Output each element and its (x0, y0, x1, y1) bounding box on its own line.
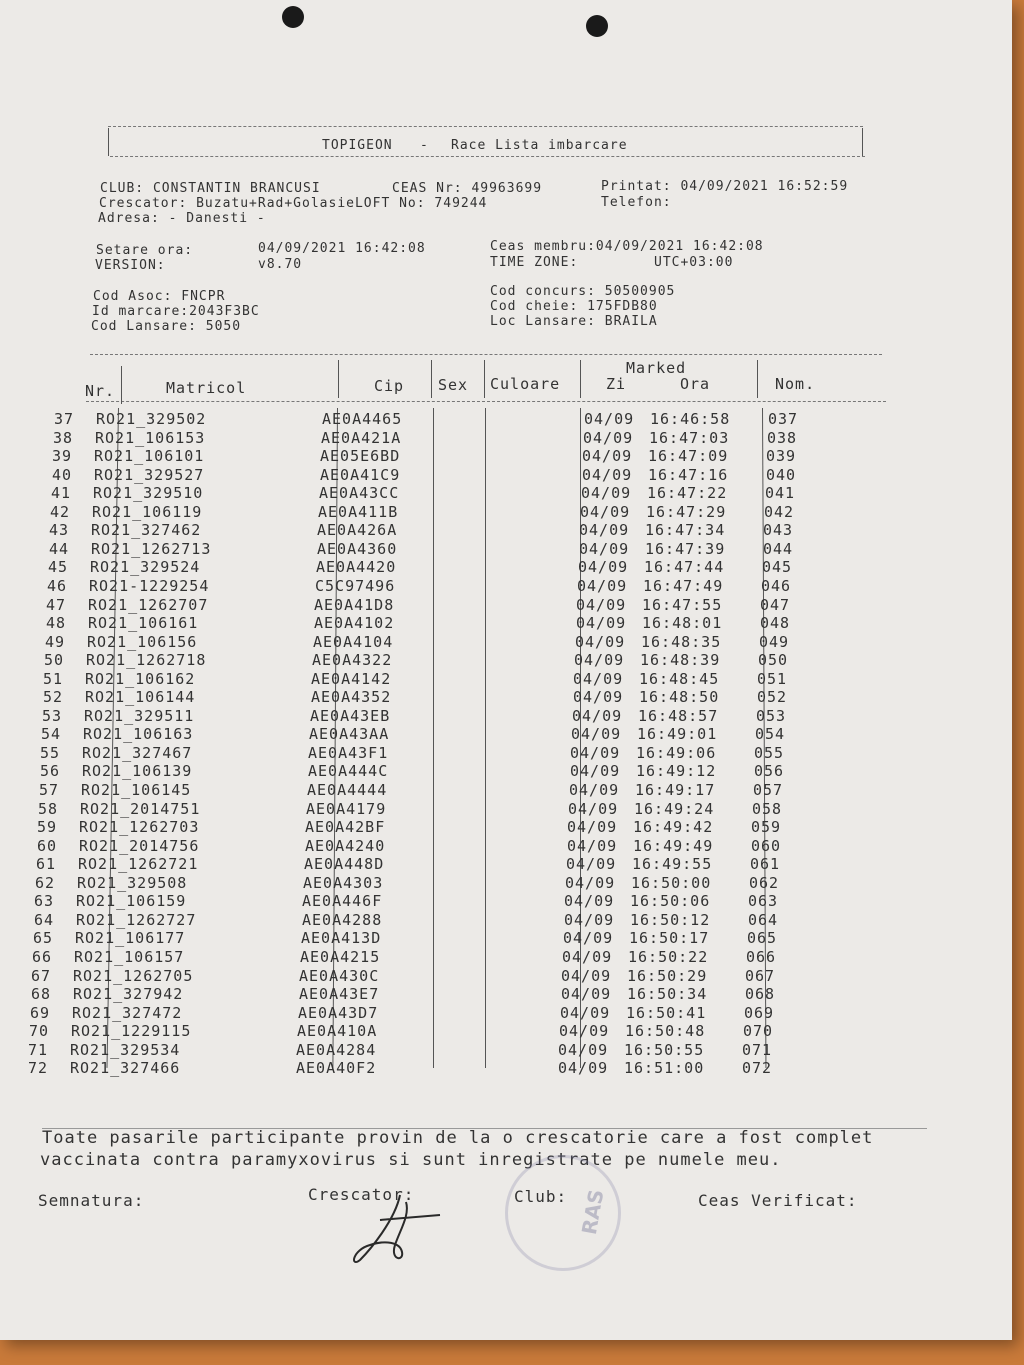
row-zi: 04/09 (573, 688, 624, 707)
row-ora: 16:47:55 (642, 595, 723, 614)
row-ora: 16:49:17 (635, 781, 716, 799)
row-zi: 04/09 (562, 947, 613, 966)
time-zone-label: TIME ZONE: (490, 255, 579, 270)
row-nr: 66 (31, 947, 52, 966)
row-ora: 16:47:34 (645, 521, 726, 540)
row-ora: 16:47:39 (645, 539, 726, 558)
row-matricol: RO21_106153 (95, 428, 206, 447)
row-nr: 38 (52, 428, 73, 447)
row-ora: 16:50:06 (630, 892, 711, 911)
row-zi: 04/09 (582, 465, 633, 484)
row-cip: AE0A446F (302, 892, 383, 911)
row-nom: 072 (742, 1059, 773, 1078)
row-zi: 04/09 (576, 614, 627, 633)
row-nom: 039 (766, 447, 797, 466)
col-culoare: Culoare (490, 375, 561, 393)
row-matricol: RO21_106161 (88, 614, 199, 633)
row-cip: AE0A4284 (296, 1040, 377, 1059)
row-zi: 04/09 (564, 910, 615, 929)
key-code: Cod cheie: 175FDB80 (490, 299, 658, 314)
row-zi: 04/09 (574, 651, 625, 670)
row-cip: AE0A4322 (312, 651, 393, 670)
row-matricol: RO21_1262705 (73, 966, 194, 985)
row-cip: AE0A43F1 (308, 743, 389, 762)
row-cip: AE0A4288 (302, 910, 383, 929)
row-nr: 63 (33, 892, 54, 911)
col-sex: Sex (438, 376, 469, 394)
row-nom: 053 (756, 706, 787, 725)
breeder: Crescator: Buzatu+Rad+GolasieLOFT No: 749244 (99, 196, 488, 211)
row-matricol: RO21_106145 (81, 781, 192, 799)
row-cip: AE0A413D (301, 929, 382, 948)
table-row (0, 614, 892, 632)
phone: Telefon: (601, 195, 672, 210)
table-row (0, 911, 880, 929)
row-nr: 40 (51, 465, 72, 484)
signature-mark (340, 1190, 450, 1270)
table-row (0, 800, 884, 818)
printed-at: Printat: 04/09/2021 16:52:59 (601, 179, 849, 194)
row-nr: 70 (28, 1022, 49, 1041)
row-nom: 046 (761, 576, 792, 595)
row-nr: 49 (44, 632, 65, 651)
contest-code: Cod concurs: 50500905 (490, 284, 676, 299)
table-row (0, 447, 898, 465)
row-ora: 16:49:49 (633, 836, 714, 855)
row-nom: 037 (768, 410, 799, 428)
row-cip: AE0A42BF (305, 818, 386, 837)
row-ora: 16:47:03 (649, 428, 730, 447)
row-zi: 04/09 (570, 762, 621, 781)
row-nom: 038 (767, 428, 798, 447)
row-nom: 069 (744, 1003, 775, 1022)
row-nr: 52 (42, 688, 63, 707)
row-matricol: RO21_106139 (82, 762, 193, 781)
row-nom: 047 (760, 595, 791, 614)
row-cip: AE0A430C (299, 966, 380, 985)
row-zi: 04/09 (567, 818, 618, 837)
row-nom: 048 (760, 614, 791, 633)
row-nom: 071 (742, 1040, 773, 1059)
row-zi: 04/09 (563, 929, 614, 948)
row-ora: 16:48:39 (640, 651, 721, 670)
row-nr: 57 (38, 781, 59, 799)
table-row (0, 781, 885, 799)
row-matricol: RO21_1262703 (79, 818, 200, 837)
club-label: Club: (514, 1187, 568, 1206)
row-matricol: RO21_329510 (93, 484, 204, 503)
launch-location: Loc Lansare: BRAILA (490, 314, 658, 329)
row-ora: 16:50:22 (628, 947, 709, 966)
row-ora: 16:50:29 (627, 966, 708, 985)
row-zi: 04/09 (584, 410, 635, 428)
row-matricol: RO21_329534 (70, 1040, 181, 1059)
row-zi: 04/09 (581, 484, 632, 503)
row-matricol: RO21_2014751 (80, 799, 201, 818)
row-nr: 56 (39, 762, 60, 781)
row-cip: AE0A411B (318, 502, 399, 521)
row-ora: 16:50:48 (625, 1022, 706, 1041)
table-row (0, 521, 895, 539)
row-nr: 55 (39, 743, 60, 762)
table-row (0, 484, 897, 502)
row-nr: 64 (33, 910, 54, 929)
row-nr: 62 (34, 873, 55, 892)
row-ora: 16:48:45 (639, 669, 720, 688)
row-ora: 16:49:42 (633, 818, 714, 837)
row-zi: 04/09 (558, 1059, 609, 1078)
row-nom: 061 (750, 855, 781, 874)
table-row (0, 1022, 875, 1040)
row-matricol: RO21_329527 (94, 465, 205, 484)
header-box-bottom (110, 156, 865, 157)
row-zi: 04/09 (566, 855, 617, 874)
punch-hole (586, 15, 608, 37)
row-ora: 16:47:16 (648, 465, 729, 484)
header-separator: - (420, 138, 429, 153)
table-row (0, 929, 879, 947)
row-matricol: RO21_329502 (96, 410, 207, 428)
row-nom: 051 (757, 669, 788, 688)
row-zi: 04/09 (561, 985, 612, 1004)
row-zi: 04/09 (558, 1040, 609, 1059)
row-zi: 04/09 (580, 502, 631, 521)
row-zi: 04/09 (575, 632, 626, 651)
row-nr: 61 (35, 855, 56, 874)
table-row (0, 558, 894, 576)
row-zi: 04/09 (578, 558, 629, 577)
col-nr: Nr. (85, 382, 116, 400)
row-nr: 54 (40, 725, 61, 744)
row-matricol: RO21_327942 (73, 985, 184, 1004)
ceas-nr: CEAS Nr: 49963699 (392, 181, 543, 196)
row-cip: AE0A4102 (314, 614, 395, 633)
row-cip: AE0A43AA (309, 725, 390, 744)
row-matricol: RO21_106159 (76, 892, 187, 911)
row-cip: AE05E6BD (320, 447, 401, 466)
row-ora: 16:49:01 (637, 725, 718, 744)
row-ora: 16:47:29 (646, 502, 727, 521)
row-nom: 055 (754, 743, 785, 762)
row-ora: 16:47:09 (648, 447, 729, 466)
row-nom: 068 (745, 985, 776, 1004)
row-cip: AE0A4352 (311, 688, 392, 707)
row-cip: AE0A43D7 (298, 1003, 379, 1022)
row-nom: 057 (753, 781, 784, 799)
member-clock: Ceas membru:04/09/2021 16:42:08 (490, 239, 764, 254)
row-nr: 72 (27, 1059, 48, 1078)
row-cip: AE0A41D8 (314, 595, 395, 614)
row-zi: 04/09 (583, 428, 634, 447)
row-matricol: RO21_327462 (91, 521, 202, 540)
row-nr: 44 (48, 539, 69, 558)
row-matricol: RO21_2014756 (79, 836, 200, 855)
address: Adresa: - Danesti - (98, 211, 266, 226)
row-matricol: RO21_329508 (77, 873, 188, 892)
col-nom: Nom. (775, 375, 816, 393)
club-name: CLUB: CONSTANTIN BRANCUSI (100, 181, 321, 196)
row-zi: 04/09 (573, 669, 624, 688)
row-nom: 067 (745, 966, 776, 985)
row-nr: 45 (47, 558, 68, 577)
row-nom: 058 (752, 799, 783, 818)
row-nr: 53 (41, 706, 62, 725)
table-row (0, 1004, 876, 1022)
col-zi: Zi (606, 375, 627, 393)
row-ora: 16:48:57 (638, 706, 719, 725)
row-ora: 16:48:01 (642, 614, 723, 633)
table-row (0, 1041, 874, 1059)
table-row (0, 837, 883, 855)
row-zi: 04/09 (570, 743, 621, 762)
row-matricol: RO21_1262713 (91, 539, 212, 558)
row-zi: 04/09 (559, 1022, 610, 1041)
row-matricol: RO21_327467 (82, 743, 193, 762)
row-cip: AE0A426A (317, 521, 398, 540)
row-zi: 04/09 (579, 539, 630, 558)
row-nom: 049 (759, 632, 790, 651)
row-cip: AE0A4240 (305, 836, 386, 855)
row-cip: AE0A4420 (316, 558, 397, 577)
vaccination-statement-2: vaccinata contra paramyxovirus si sunt inregistrate pe numele meu. (40, 1150, 782, 1170)
stamp-text: RAS (576, 1187, 609, 1237)
row-cip: AE0A4215 (300, 947, 381, 966)
row-nr: 68 (30, 985, 51, 1004)
row-nom: 045 (762, 558, 793, 577)
table-row (0, 948, 878, 966)
row-ora: 16:50:41 (626, 1003, 707, 1022)
row-matricol: RO21_106156 (87, 632, 198, 651)
row-nr: 65 (32, 929, 53, 948)
row-cip: C5C97496 (315, 576, 396, 595)
table-row (0, 762, 886, 780)
row-nr: 39 (51, 447, 72, 466)
row-ora: 16:49:55 (632, 855, 713, 874)
row-nom: 052 (757, 688, 788, 707)
row-matricol: RO21_327466 (70, 1059, 181, 1078)
row-cip: AE0A40F2 (296, 1059, 377, 1078)
col-cip: Cip (374, 377, 405, 395)
signature-label: Semnatura: (38, 1191, 145, 1210)
row-matricol: RO21_1262718 (86, 651, 207, 670)
row-matricol: RO21_106157 (74, 947, 185, 966)
row-cip: AE0A410A (297, 1022, 378, 1041)
row-nr: 51 (42, 669, 63, 688)
col-ora: Ora (680, 375, 711, 393)
row-cip: AE0A444C (308, 762, 389, 781)
row-cip: AE0A421A (321, 428, 402, 447)
row-zi: 04/09 (568, 799, 619, 818)
row-nom: 062 (749, 873, 780, 892)
row-matricol: RO21_106119 (92, 502, 203, 521)
row-nom: 063 (748, 892, 779, 911)
row-ora: 16:50:12 (630, 910, 711, 929)
row-zi: 04/09 (579, 521, 630, 540)
table-row (0, 744, 886, 762)
row-ora: 16:51:00 (624, 1059, 705, 1078)
table-row (0, 707, 888, 725)
table-row (0, 985, 877, 1003)
col-marked: Marked (626, 359, 687, 377)
row-matricol: RO21_106177 (75, 929, 186, 948)
row-cip: AE0A4104 (313, 632, 394, 651)
row-ora: 16:46:58 (650, 410, 731, 428)
row-ora: 16:47:44 (644, 558, 725, 577)
row-nr: 58 (37, 799, 58, 818)
row-matricol: RO21_1262721 (78, 855, 199, 874)
breeder-label: Crescator: (308, 1185, 415, 1204)
row-nom: 042 (764, 502, 795, 521)
row-nr: 50 (43, 651, 64, 670)
punch-hole (282, 6, 304, 28)
row-ora: 16:50:55 (624, 1040, 705, 1059)
table-row (0, 874, 881, 892)
row-cip: AE0A4444 (307, 781, 388, 799)
table-row (0, 892, 880, 910)
row-nom: 070 (743, 1022, 774, 1041)
row-zi: 04/09 (576, 595, 627, 614)
row-matricol: RO21_329524 (90, 558, 201, 577)
row-nom: 044 (763, 539, 794, 558)
row-zi: 04/09 (572, 706, 623, 725)
row-nr: 47 (45, 595, 66, 614)
table-row (0, 429, 899, 447)
row-nom: 066 (746, 947, 777, 966)
table-row (0, 967, 877, 985)
row-ora: 16:47:22 (647, 484, 728, 503)
row-zi: 04/09 (569, 781, 620, 799)
table-row (0, 466, 898, 484)
software-name: TOPIGEON (322, 138, 393, 153)
table-row (0, 651, 890, 669)
row-matricol: RO21_1262707 (88, 595, 209, 614)
row-nr: 59 (36, 818, 57, 837)
table-row (0, 410, 900, 428)
table-row (0, 540, 895, 558)
row-cip: AE0A4303 (303, 873, 384, 892)
assoc-code: Cod Asoc: FNCPR (93, 289, 226, 304)
row-ora: 16:48:35 (641, 632, 722, 651)
row-cip: AE0A4465 (322, 410, 403, 428)
table-header-top-rule (90, 354, 882, 355)
row-matricol: RO21-1229254 (89, 576, 210, 595)
table-row (0, 1059, 874, 1077)
table-header-bottom-rule (86, 401, 886, 402)
clock-set-label: Setare ora: (96, 243, 194, 258)
row-ora: 16:48:50 (639, 688, 720, 707)
row-cip: AE0A43CC (319, 484, 400, 503)
row-nom: 040 (766, 465, 797, 484)
table-row (0, 503, 896, 521)
row-zi: 04/09 (565, 873, 616, 892)
row-cip: AE0A43E7 (299, 985, 380, 1004)
report-title: Race Lista imbarcare (451, 138, 628, 153)
row-zi: 04/09 (561, 966, 612, 985)
row-ora: 16:47:49 (643, 576, 724, 595)
row-zi: 04/09 (582, 447, 633, 466)
row-cip: AE0A4179 (306, 799, 387, 818)
row-nom: 043 (763, 521, 794, 540)
row-ora: 16:49:24 (634, 799, 715, 818)
row-nr: 48 (45, 614, 66, 633)
row-ora: 16:50:34 (627, 985, 708, 1004)
row-ora: 16:49:12 (636, 762, 717, 781)
row-nom: 056 (754, 762, 785, 781)
table-row (0, 670, 889, 688)
row-matricol: RO21_329511 (84, 706, 195, 725)
launch-code: Cod Lansare: 5050 (91, 319, 242, 334)
version-value: v8.70 (258, 257, 303, 272)
row-cip: AE0A448D (304, 855, 385, 874)
row-zi: 04/09 (567, 836, 618, 855)
row-nr: 71 (27, 1040, 48, 1059)
row-ora: 16:50:17 (629, 929, 710, 948)
row-nom: 064 (748, 910, 779, 929)
row-cip: AE0A4142 (311, 669, 392, 688)
row-nr: 43 (48, 521, 69, 540)
header-box-top (108, 126, 863, 127)
row-nr: 67 (30, 966, 51, 985)
row-nom: 059 (751, 818, 782, 837)
row-matricol: RO21_106101 (94, 447, 205, 466)
row-matricol: RO21_327472 (72, 1003, 183, 1022)
row-nom: 050 (758, 651, 789, 670)
row-nr: 42 (49, 502, 70, 521)
table-row (0, 725, 887, 743)
table-row (0, 633, 891, 651)
row-nr: 60 (36, 836, 57, 855)
row-cip: AE0A4360 (317, 539, 398, 558)
row-nr: 41 (50, 484, 71, 503)
mark-id: Id marcare:2043F3BC (92, 304, 260, 319)
row-matricol: RO21_106163 (83, 725, 194, 744)
row-matricol: RO21_1262727 (76, 910, 197, 929)
clock-set-value: 04/09/2021 16:42:08 (258, 241, 426, 256)
row-ora: 16:50:00 (631, 873, 712, 892)
row-matricol: RO21_106162 (85, 669, 196, 688)
row-nom: 041 (765, 484, 796, 503)
row-cip: AE0A43EB (310, 706, 391, 725)
row-ora: 16:49:06 (636, 743, 717, 762)
row-matricol: RO21_1229115 (71, 1022, 192, 1041)
row-nr: 69 (29, 1003, 50, 1022)
row-zi: 04/09 (560, 1003, 611, 1022)
row-nr: 37 (53, 410, 74, 428)
vaccination-statement-1: Toate pasarile participante provin de la o crescatorie care a fost complet (42, 1128, 874, 1148)
table-row (0, 855, 882, 873)
row-nom: 060 (751, 836, 782, 855)
table-row (0, 818, 883, 836)
row-zi: 04/09 (577, 576, 628, 595)
row-cip: AE0A41C9 (320, 465, 401, 484)
row-nr: 46 (46, 576, 67, 595)
table-row (0, 577, 893, 595)
time-zone-value: UTC+03:00 (654, 255, 734, 270)
row-nom: 065 (747, 929, 778, 948)
table-row (0, 688, 889, 706)
row-zi: 04/09 (571, 725, 622, 744)
row-zi: 04/09 (564, 892, 615, 911)
col-matricol: Matricol (166, 379, 247, 397)
row-matricol: RO21_106144 (85, 688, 196, 707)
table-row (0, 596, 892, 614)
version-label: VERSION: (95, 258, 166, 273)
row-nom: 054 (755, 725, 786, 744)
clock-verified-label: Ceas Verificat: (698, 1191, 858, 1210)
